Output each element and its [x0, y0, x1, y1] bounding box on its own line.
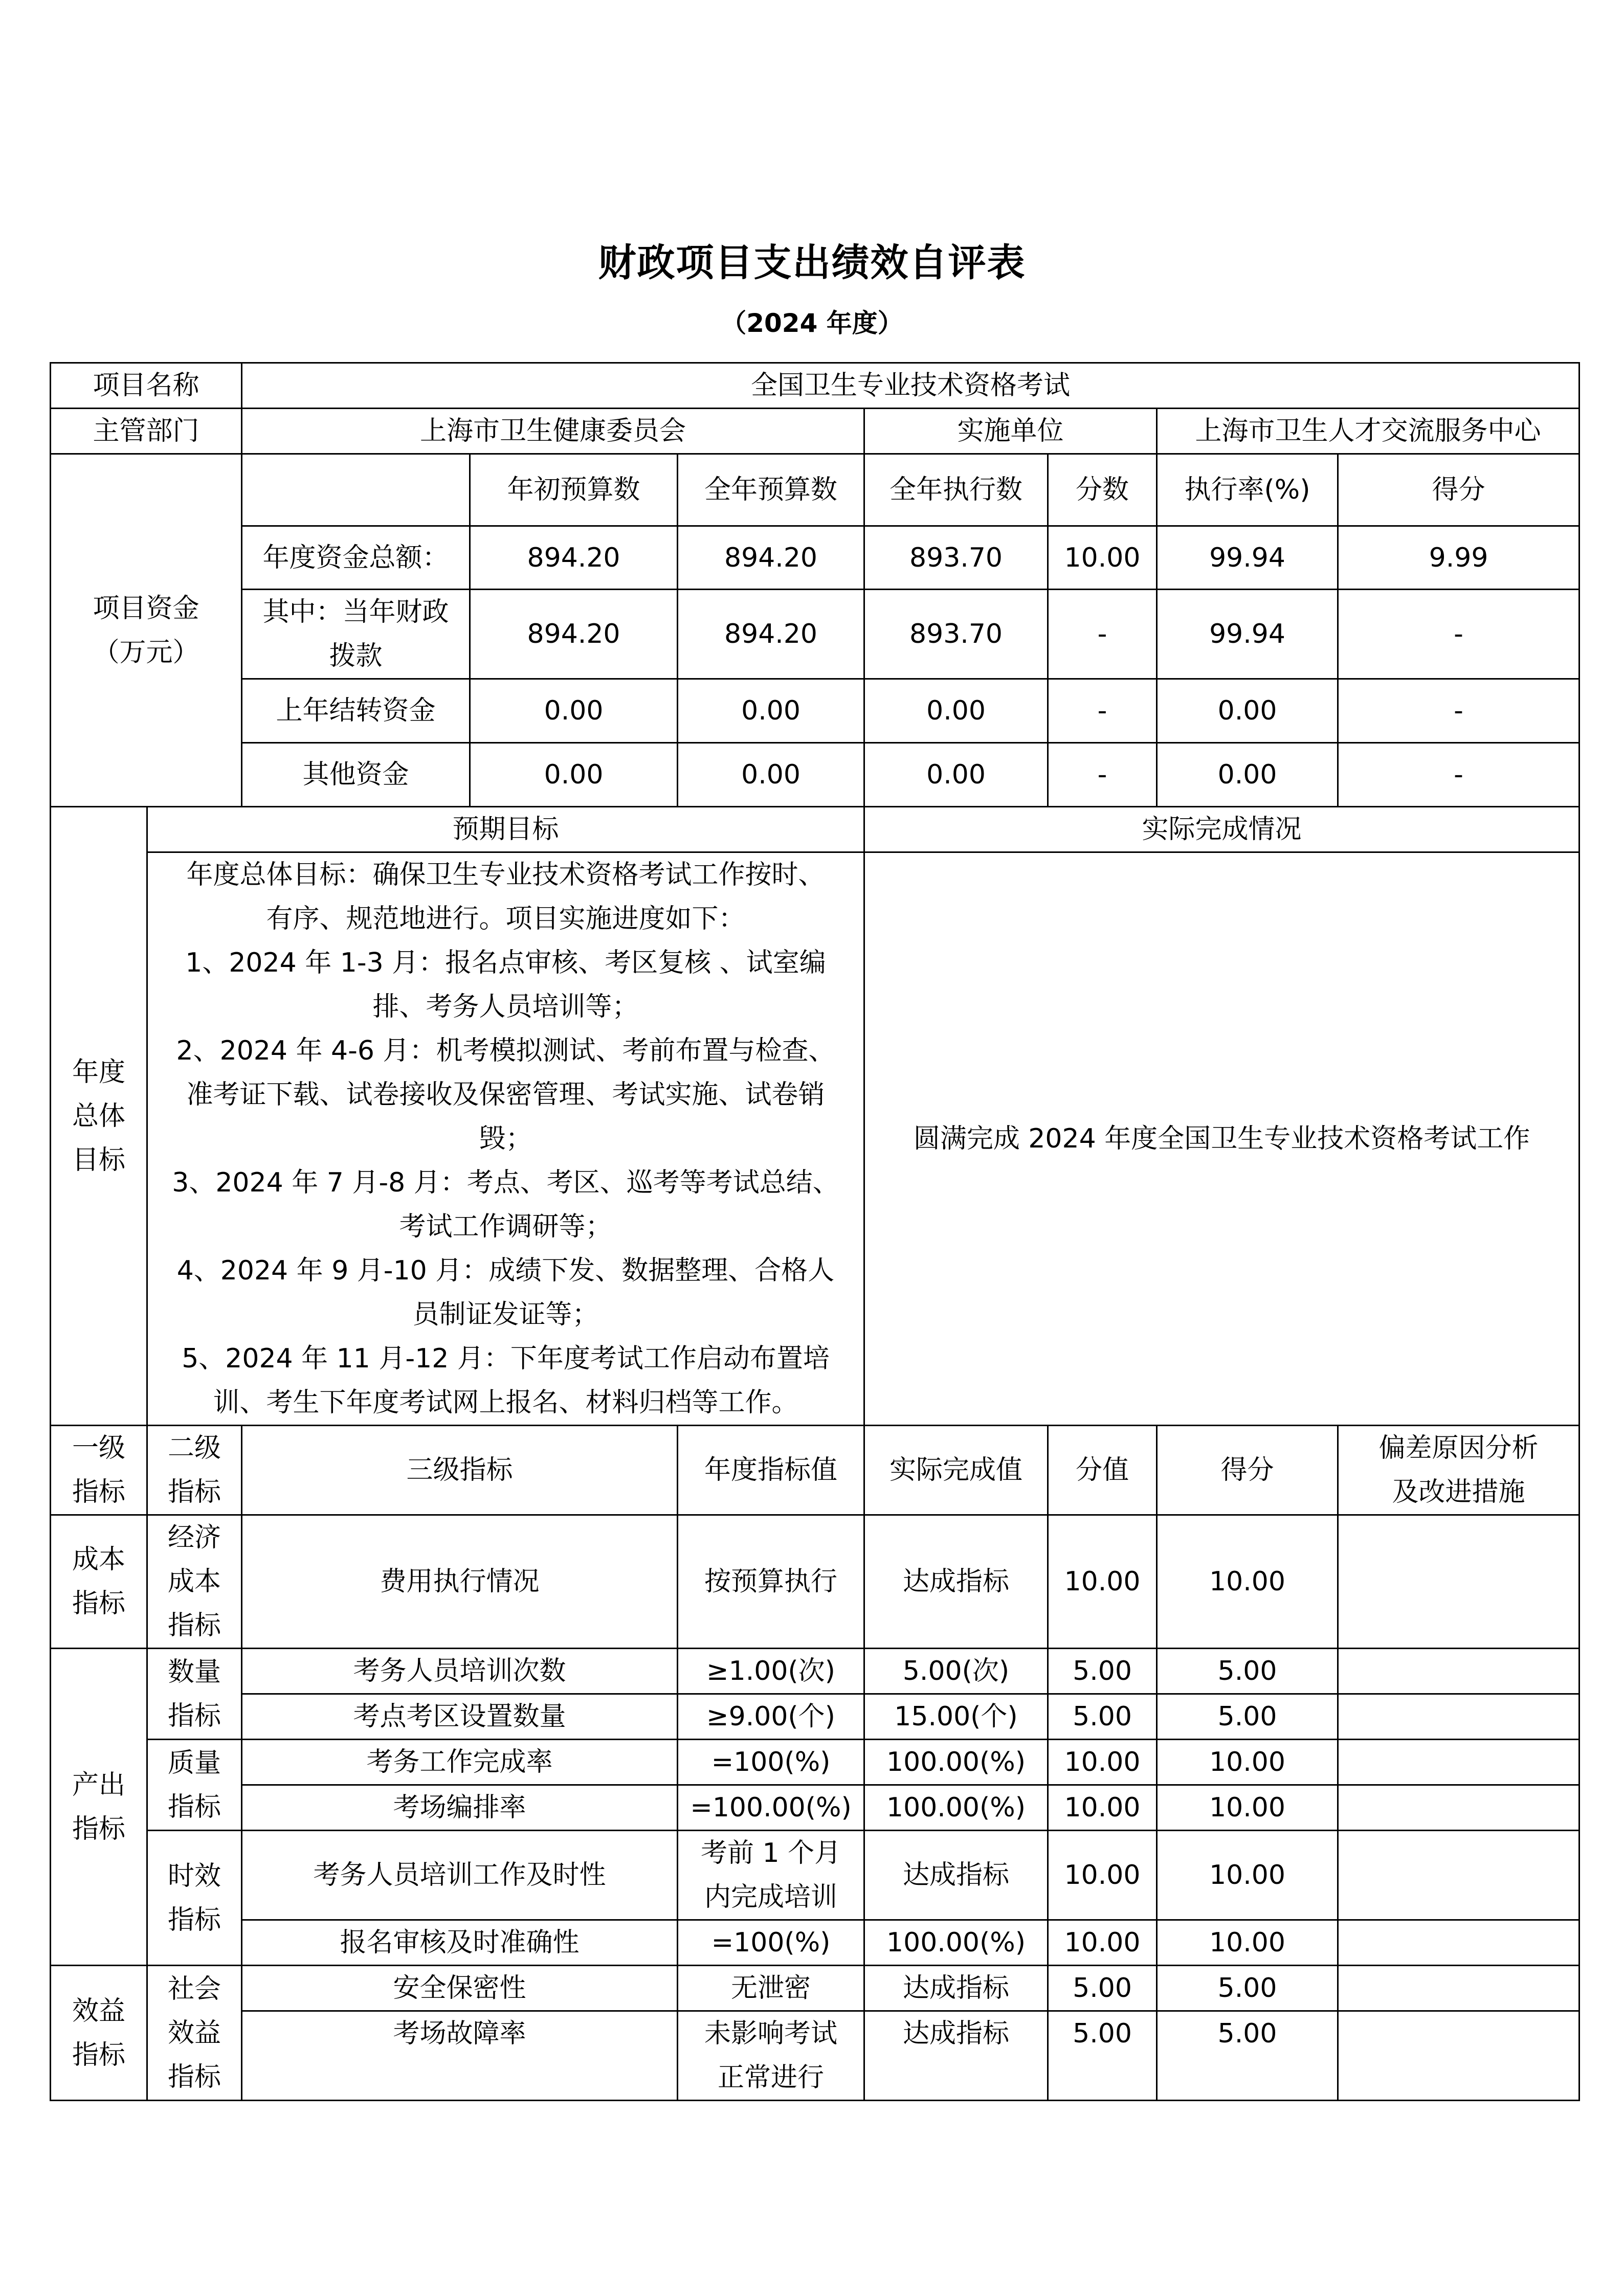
header-line: 指标 — [168, 1477, 221, 1507]
goal-line: 毁； — [479, 1123, 532, 1154]
level3-header: 三级指标 — [242, 1426, 678, 1515]
cell-line: 指标 — [168, 1791, 221, 1822]
goal-line: 训、考生下年度考试网上报名、材料归档等工作。 — [213, 1387, 798, 1418]
level1-header — [51, 1426, 147, 1515]
funds-cell: - — [1048, 679, 1157, 743]
funds-cell: 99.94 — [1157, 526, 1338, 590]
benefit-level1 — [51, 1966, 147, 2101]
indicator-annual: =100.00(%) — [678, 1785, 864, 1831]
indicator-header-row — [51, 1426, 1579, 1515]
funds-row-label — [242, 590, 470, 679]
actual-completion-header: 实际完成情况 — [864, 807, 1579, 852]
goals-label-line: 目标 — [72, 1144, 125, 1176]
indicator-score: 10.00 — [1157, 1515, 1338, 1649]
funds-header-cell: 年初预算数 — [470, 454, 678, 526]
goal-line: 员制证发证等； — [412, 1299, 599, 1330]
indicator-annual: =100(%) — [678, 1740, 864, 1785]
funds-row-label: 上年结转资金 — [242, 679, 470, 743]
header-line: 偏差原因分析 — [1378, 1433, 1539, 1464]
indicator-name: 安全保密性 — [242, 1966, 678, 2011]
project-name-row — [51, 363, 1579, 409]
funds-cell: 99.94 — [1157, 590, 1338, 679]
indicator-score: 10.00 — [1157, 1785, 1338, 1831]
goals-label — [51, 807, 147, 1426]
funds-cell: 894.20 — [678, 526, 864, 590]
cell-line: 质量 — [168, 1747, 221, 1779]
indicator-name: 报名审核及时准确性 — [242, 1920, 678, 1966]
cell-line: 效益 — [168, 2017, 221, 2049]
indicator-row — [51, 1966, 1579, 2011]
funds-header-cell: 得分 — [1338, 454, 1579, 526]
goal-line: 1、2024 年 1-3 月：报名点审核、考区复核 、试室编 — [185, 948, 826, 978]
funds-cell: 893.70 — [864, 526, 1048, 590]
level2-header — [147, 1426, 242, 1515]
indicator-name: 考场故障率 — [242, 2011, 678, 2101]
funds-label-line: （万元） — [93, 637, 199, 668]
cell-line: 考前 1 个月 — [700, 1838, 841, 1869]
cell-line: 指标 — [168, 1610, 221, 1641]
funds-cell: 9.99 — [1338, 526, 1579, 590]
goal-line: 2、2024 年 4-6 月：机考模拟测试、考前布置与检查、 — [176, 1036, 835, 1066]
indicator-annual — [678, 1831, 864, 1920]
goal-line: 考试工作调研等； — [399, 1211, 612, 1242]
header-line: 指标 — [72, 1477, 125, 1507]
indicator-points: 5.00 — [1048, 2011, 1157, 2101]
funds-cell: 893.70 — [864, 590, 1048, 679]
actual-value-header: 实际完成值 — [864, 1426, 1048, 1515]
performance-table — [50, 362, 1580, 2101]
indicator-points: 5.00 — [1048, 1966, 1157, 2011]
goal-line: 排、考务人员培训等； — [372, 992, 639, 1022]
cell-line: 经济 — [168, 1522, 221, 1553]
indicator-row — [51, 1515, 1579, 1649]
funds-header-cell: 全年执行数 — [864, 454, 1048, 526]
score-header: 得分 — [1157, 1426, 1338, 1515]
cell-line: 时效 — [168, 1860, 221, 1892]
indicator-score: 5.00 — [1157, 1649, 1338, 1694]
indicator-name: 考场编排率 — [242, 1785, 678, 1831]
indicator-score: 5.00 — [1157, 1966, 1338, 2011]
indicator-annual — [678, 2011, 864, 2101]
cost-level1 — [51, 1515, 147, 1649]
indicator-row — [51, 1920, 1579, 1966]
funds-row — [51, 590, 1579, 679]
indicator-deviation — [1338, 1831, 1579, 1920]
funds-header-cell: 分数 — [1048, 454, 1157, 526]
indicator-points: 10.00 — [1048, 1831, 1157, 1920]
cell-line: 指标 — [72, 1588, 125, 1619]
funds-header-cell: 全年预算数 — [678, 454, 864, 526]
indicator-points: 5.00 — [1048, 1649, 1157, 1694]
department-row — [51, 409, 1579, 454]
unit-value: 上海市卫生人才交流服务中心 — [1157, 409, 1579, 454]
output-level2-timeliness — [147, 1831, 242, 1966]
indicator-actual: 100.00(%) — [864, 1785, 1048, 1831]
funds-row-label-line: 其中：当年财政 — [262, 597, 449, 627]
goal-line: 4、2024 年 9 月-10 月：成绩下发、数据整理、合格人 — [176, 1255, 835, 1286]
indicator-points: 5.00 — [1048, 1694, 1157, 1740]
indicator-annual: ≥9.00(个) — [678, 1694, 864, 1740]
dept-label: 主管部门 — [51, 409, 242, 454]
project-name-label: 项目名称 — [51, 363, 242, 409]
funds-header-row — [51, 454, 1579, 526]
cell-line: 成本 — [168, 1566, 221, 1597]
unit-label: 实施单位 — [864, 409, 1157, 454]
indicator-annual: ≥1.00(次) — [678, 1649, 864, 1694]
cell-line: 指标 — [168, 1904, 221, 1935]
goal-line: 准考证下载、试卷接收及保密管理、考试实施、试卷销 — [186, 1079, 825, 1110]
cell-line: 数量 — [168, 1656, 221, 1687]
indicator-actual: 100.00(%) — [864, 1920, 1048, 1966]
indicator-row — [51, 1831, 1579, 1920]
cell-line: 指标 — [72, 2039, 125, 2070]
cell-line: 成本 — [72, 1544, 125, 1575]
funds-cell: - — [1048, 743, 1157, 807]
indicator-score: 5.00 — [1157, 1694, 1338, 1740]
funds-cell: 894.20 — [678, 590, 864, 679]
indicator-row — [51, 1785, 1579, 1831]
indicator-actual: 达成指标 — [864, 1966, 1048, 2011]
funds-empty-cell — [242, 454, 470, 526]
funds-label-line: 项目资金 — [93, 593, 199, 624]
indicator-deviation — [1338, 1515, 1579, 1649]
cell-line: 指标 — [168, 1700, 221, 1731]
funds-label — [51, 454, 242, 807]
funds-cell: 0.00 — [1157, 679, 1338, 743]
project-name-value: 全国卫生专业技术资格考试 — [242, 363, 1579, 409]
indicator-deviation — [1338, 1694, 1579, 1740]
dept-value: 上海市卫生健康委员会 — [242, 409, 864, 454]
funds-header-cell: 执行率(%) — [1157, 454, 1338, 526]
indicator-deviation — [1338, 2011, 1579, 2101]
goals-label-line: 年度 — [72, 1056, 125, 1088]
goal-line: 5、2024 年 11 月-12 月：下年度考试工作启动布置培 — [182, 1343, 830, 1374]
indicator-deviation — [1338, 1920, 1579, 1966]
annual-value-header: 年度指标值 — [678, 1426, 864, 1515]
indicator-name: 考务人员培训工作及时性 — [242, 1831, 678, 1920]
indicator-points: 10.00 — [1048, 1920, 1157, 1966]
indicator-deviation — [1338, 1740, 1579, 1785]
actual-completion-text: 圆满完成 2024 年度全国卫生专业技术资格考试工作 — [864, 852, 1579, 1426]
indicator-row — [51, 1740, 1579, 1785]
cell-line: 社会 — [168, 1973, 221, 2005]
indicator-points: 10.00 — [1048, 1785, 1157, 1831]
funds-cell: 894.20 — [470, 526, 678, 590]
indicator-deviation — [1338, 1966, 1579, 2011]
funds-row — [51, 526, 1579, 590]
header-line: 二级 — [168, 1433, 221, 1464]
indicator-score: 10.00 — [1157, 1740, 1338, 1785]
indicator-deviation — [1338, 1785, 1579, 1831]
indicator-row — [51, 1649, 1579, 1694]
indicator-row — [51, 2011, 1579, 2101]
goals-content-row — [51, 852, 1579, 1426]
funds-cell: 0.00 — [1157, 743, 1338, 807]
funds-cell: - — [1338, 590, 1579, 679]
output-level1 — [51, 1649, 147, 1966]
expected-goal-header: 预期目标 — [147, 807, 864, 852]
deviation-header — [1338, 1426, 1579, 1515]
goal-line: 年度总体目标：确保卫生专业技术资格考试工作按时、 — [186, 860, 825, 890]
indicator-points: 10.00 — [1048, 1515, 1157, 1649]
cell-line: 内完成培训 — [704, 1882, 838, 1912]
funds-cell: - — [1338, 743, 1579, 807]
funds-cell: 0.00 — [470, 743, 678, 807]
funds-row-label: 其他资金 — [242, 743, 470, 807]
indicator-name: 考点考区设置数量 — [242, 1694, 678, 1740]
indicator-score: 10.00 — [1157, 1831, 1338, 1920]
funds-cell: 894.20 — [470, 590, 678, 679]
expected-goal-text — [147, 852, 864, 1426]
funds-row — [51, 743, 1579, 807]
cell-line: 指标 — [168, 2061, 221, 2092]
indicator-annual: 无泄密 — [678, 1966, 864, 2011]
output-level2-quality — [147, 1740, 242, 1831]
indicator-name: 考务工作完成率 — [242, 1740, 678, 1785]
indicator-annual: 按预算执行 — [678, 1515, 864, 1649]
indicator-actual: 5.00(次) — [864, 1649, 1048, 1694]
cell-line: 正常进行 — [718, 2062, 825, 2093]
indicator-actual: 15.00(个) — [864, 1694, 1048, 1740]
goal-line: 3、2024 年 7 月-8 月：考点、考区、巡考等考试总结、 — [172, 1167, 839, 1198]
indicator-name: 费用执行情况 — [242, 1515, 678, 1649]
goals-header-row — [51, 807, 1579, 852]
indicator-score: 5.00 — [1157, 2011, 1338, 2101]
funds-cell: - — [1048, 590, 1157, 679]
page-subtitle: （2024 年度） — [721, 308, 903, 338]
header-line: 一级 — [72, 1433, 125, 1464]
funds-cell: 0.00 — [678, 743, 864, 807]
goals-label-line: 总体 — [72, 1100, 125, 1132]
indicator-row — [51, 1694, 1579, 1740]
page-title: 财政项目支出绩效自评表 — [598, 241, 1026, 285]
cell-line: 未影响考试 — [704, 2018, 838, 2049]
output-level2-quantity — [147, 1649, 242, 1740]
funds-row-label: 年度资金总额： — [242, 526, 470, 590]
cell-line: 效益 — [72, 1995, 125, 2027]
cell-line: 产出 — [72, 1769, 125, 1800]
funds-cell: 0.00 — [864, 743, 1048, 807]
indicator-score: 10.00 — [1157, 1920, 1338, 1966]
indicator-deviation — [1338, 1649, 1579, 1694]
goal-line: 有序、规范地进行。项目实施进度如下： — [266, 904, 745, 934]
cost-level2 — [147, 1515, 242, 1649]
indicator-actual: 达成指标 — [864, 1831, 1048, 1920]
funds-row-label-line: 拨款 — [329, 641, 383, 671]
score-value-header: 分值 — [1048, 1426, 1157, 1515]
funds-cell: 10.00 — [1048, 526, 1157, 590]
funds-cell: 0.00 — [678, 679, 864, 743]
funds-cell: 0.00 — [864, 679, 1048, 743]
funds-cell: - — [1338, 679, 1579, 743]
indicator-name: 考务人员培训次数 — [242, 1649, 678, 1694]
indicator-actual: 100.00(%) — [864, 1740, 1048, 1785]
indicator-actual: 达成指标 — [864, 2011, 1048, 2101]
funds-row — [51, 679, 1579, 743]
indicator-annual: =100(%) — [678, 1920, 864, 1966]
funds-cell: 0.00 — [470, 679, 678, 743]
benefit-level2 — [147, 1966, 242, 2101]
indicator-points: 10.00 — [1048, 1740, 1157, 1785]
cell-line: 指标 — [72, 1813, 125, 1844]
header-line: 及改进措施 — [1392, 1477, 1525, 1507]
indicator-actual: 达成指标 — [864, 1515, 1048, 1649]
